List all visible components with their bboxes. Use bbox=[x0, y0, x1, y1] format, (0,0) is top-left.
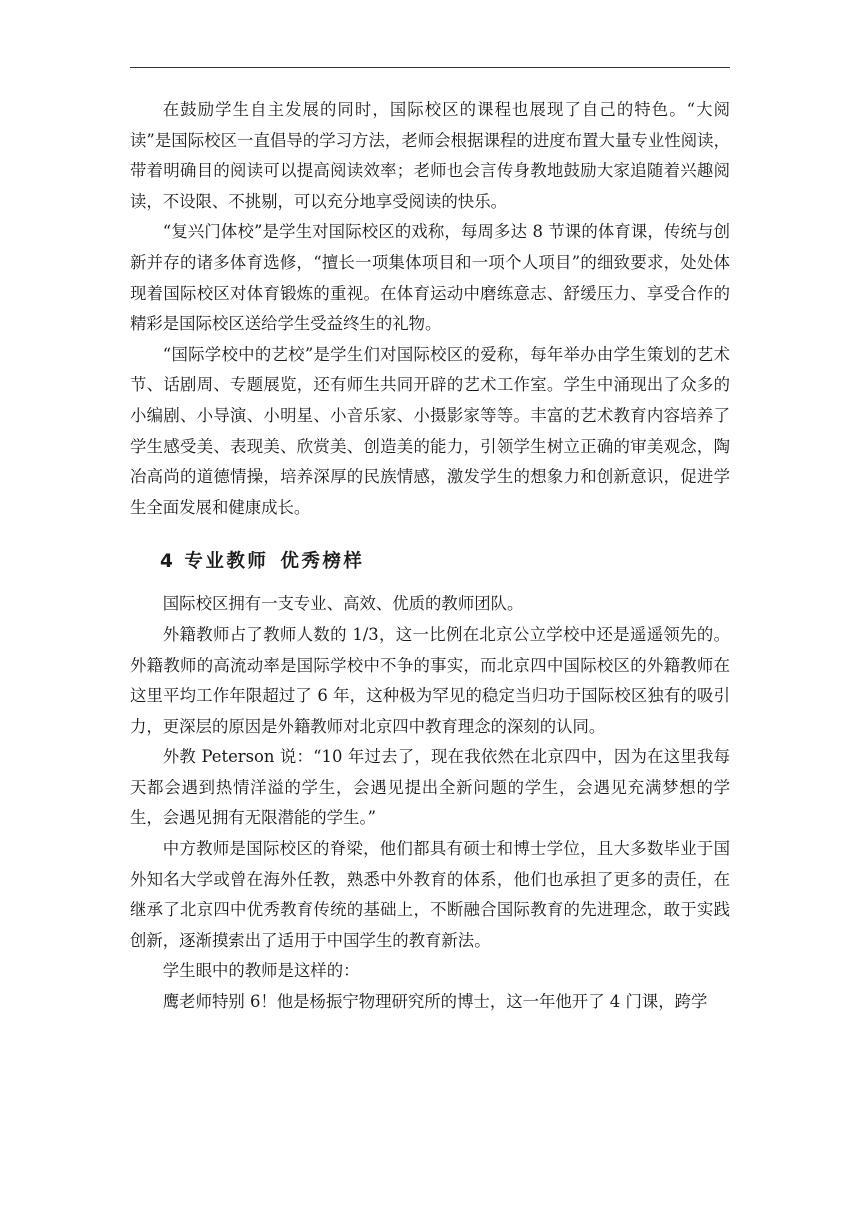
section-heading bbox=[130, 547, 730, 577]
header-rule bbox=[130, 67, 730, 68]
paragraph-teacher-ying: 鹰老师特别 6！他是杨振宁物理研究所的博士，这一年他开了 4 门课，跨学 bbox=[162, 992, 708, 1012]
paragraph-chinese-teachers: 中方教师是国际校区的脊梁，他们都具有硕士和博士学位，且大多数毕业于国外知名大学或曾在海外任教，熟悉中外教育的体系，他们也承担了更多的责任，在继承了北京四中优秀教育传统的基础上，不断融合国际教育的先进理念，敢于实践创新，逐渐摸索出了适用于中国学生的教育新法。 bbox=[130, 839, 730, 950]
paragraph-arts: “国际学校中的艺校”是学生们对国际校区的爱称，每年举办由学生策划的艺术节、话剧周、专题展览，还有师生共同开辟的艺术工作室。学生中涌现出了众多的小编剧、小导演、小明星、小音乐家、小摄影家等等。丰富的艺术教育内容培养了学生感受美、表现美、欣赏美、创造美的能力，引领学生树立正确的审美观念，陶冶高尚的道德情操，培养深厚的民族情感，激发学生的想象力和创新意识，促进学生全面发展和健康成长。 bbox=[130, 344, 730, 517]
section-heading-part2: 优秀榜样 bbox=[280, 551, 365, 573]
paragraph-student-view: 学生眼中的教师是这样的： bbox=[162, 961, 360, 981]
section-spacer bbox=[130, 577, 730, 589]
document-body bbox=[130, 95, 730, 1018]
paragraph-teacher-team: 国际校区拥有一支专业、高效、优质的教师团队。 bbox=[162, 594, 524, 614]
paragraph-reading-curriculum: 在鼓励学生自主发展的同时，国际校区的课程也展现了自己的特色。“大阅读”是国际校区一直倡导的学习方法，老师会根据课程的进度布置大量专业性阅读，带着明确目的阅读可以提高阅读效率；老师也会言传身教地鼓励大家追随着兴趣阅读，不设限、不挑剔，可以充分地享受阅读的快乐。 bbox=[130, 100, 730, 211]
section-spacer bbox=[130, 523, 730, 547]
section-heading-part1: 4 专业教师 bbox=[160, 551, 269, 573]
paragraph-foreign-teachers: 外籍教师占了教师人数的 1/3，这一比例在北京公立学校中还是遥遥领先的。外籍教师的高流动率是国际学校中不争的事实，而北京四中国际校区的外籍教师在这里平均工作年限超过了 6 年，这种极为罕见的稳定当归功于国际校区独有的吸引力，更深层的原因是外籍教师对北京四中教育理念的深刻的认同。 bbox=[130, 624, 730, 736]
paragraph-peterson-quote: 外教 Peterson 说：“10 年过去了，现在我依然在北京四中，因为在这里我每天都会遇到热情洋溢的学生，会遇见提出全新问题的学生，会遇见充满梦想的学生，会遇见拥有无限潜能的学生。” bbox=[130, 747, 730, 828]
paragraph-sports: “复兴门体校”是学生对国际校区的戏称，每周多达 8 节课的体育课，传统与创新并存的诸多体育选修，“擅长一项集体项目和一项个人项目”的细致要求，处处体现着国际校区对体育锻炼的重视。在体育运动中磨练意志、舒缓压力、享受合作的精彩是国际校区送给学生受益终生的礼物。 bbox=[130, 222, 730, 334]
